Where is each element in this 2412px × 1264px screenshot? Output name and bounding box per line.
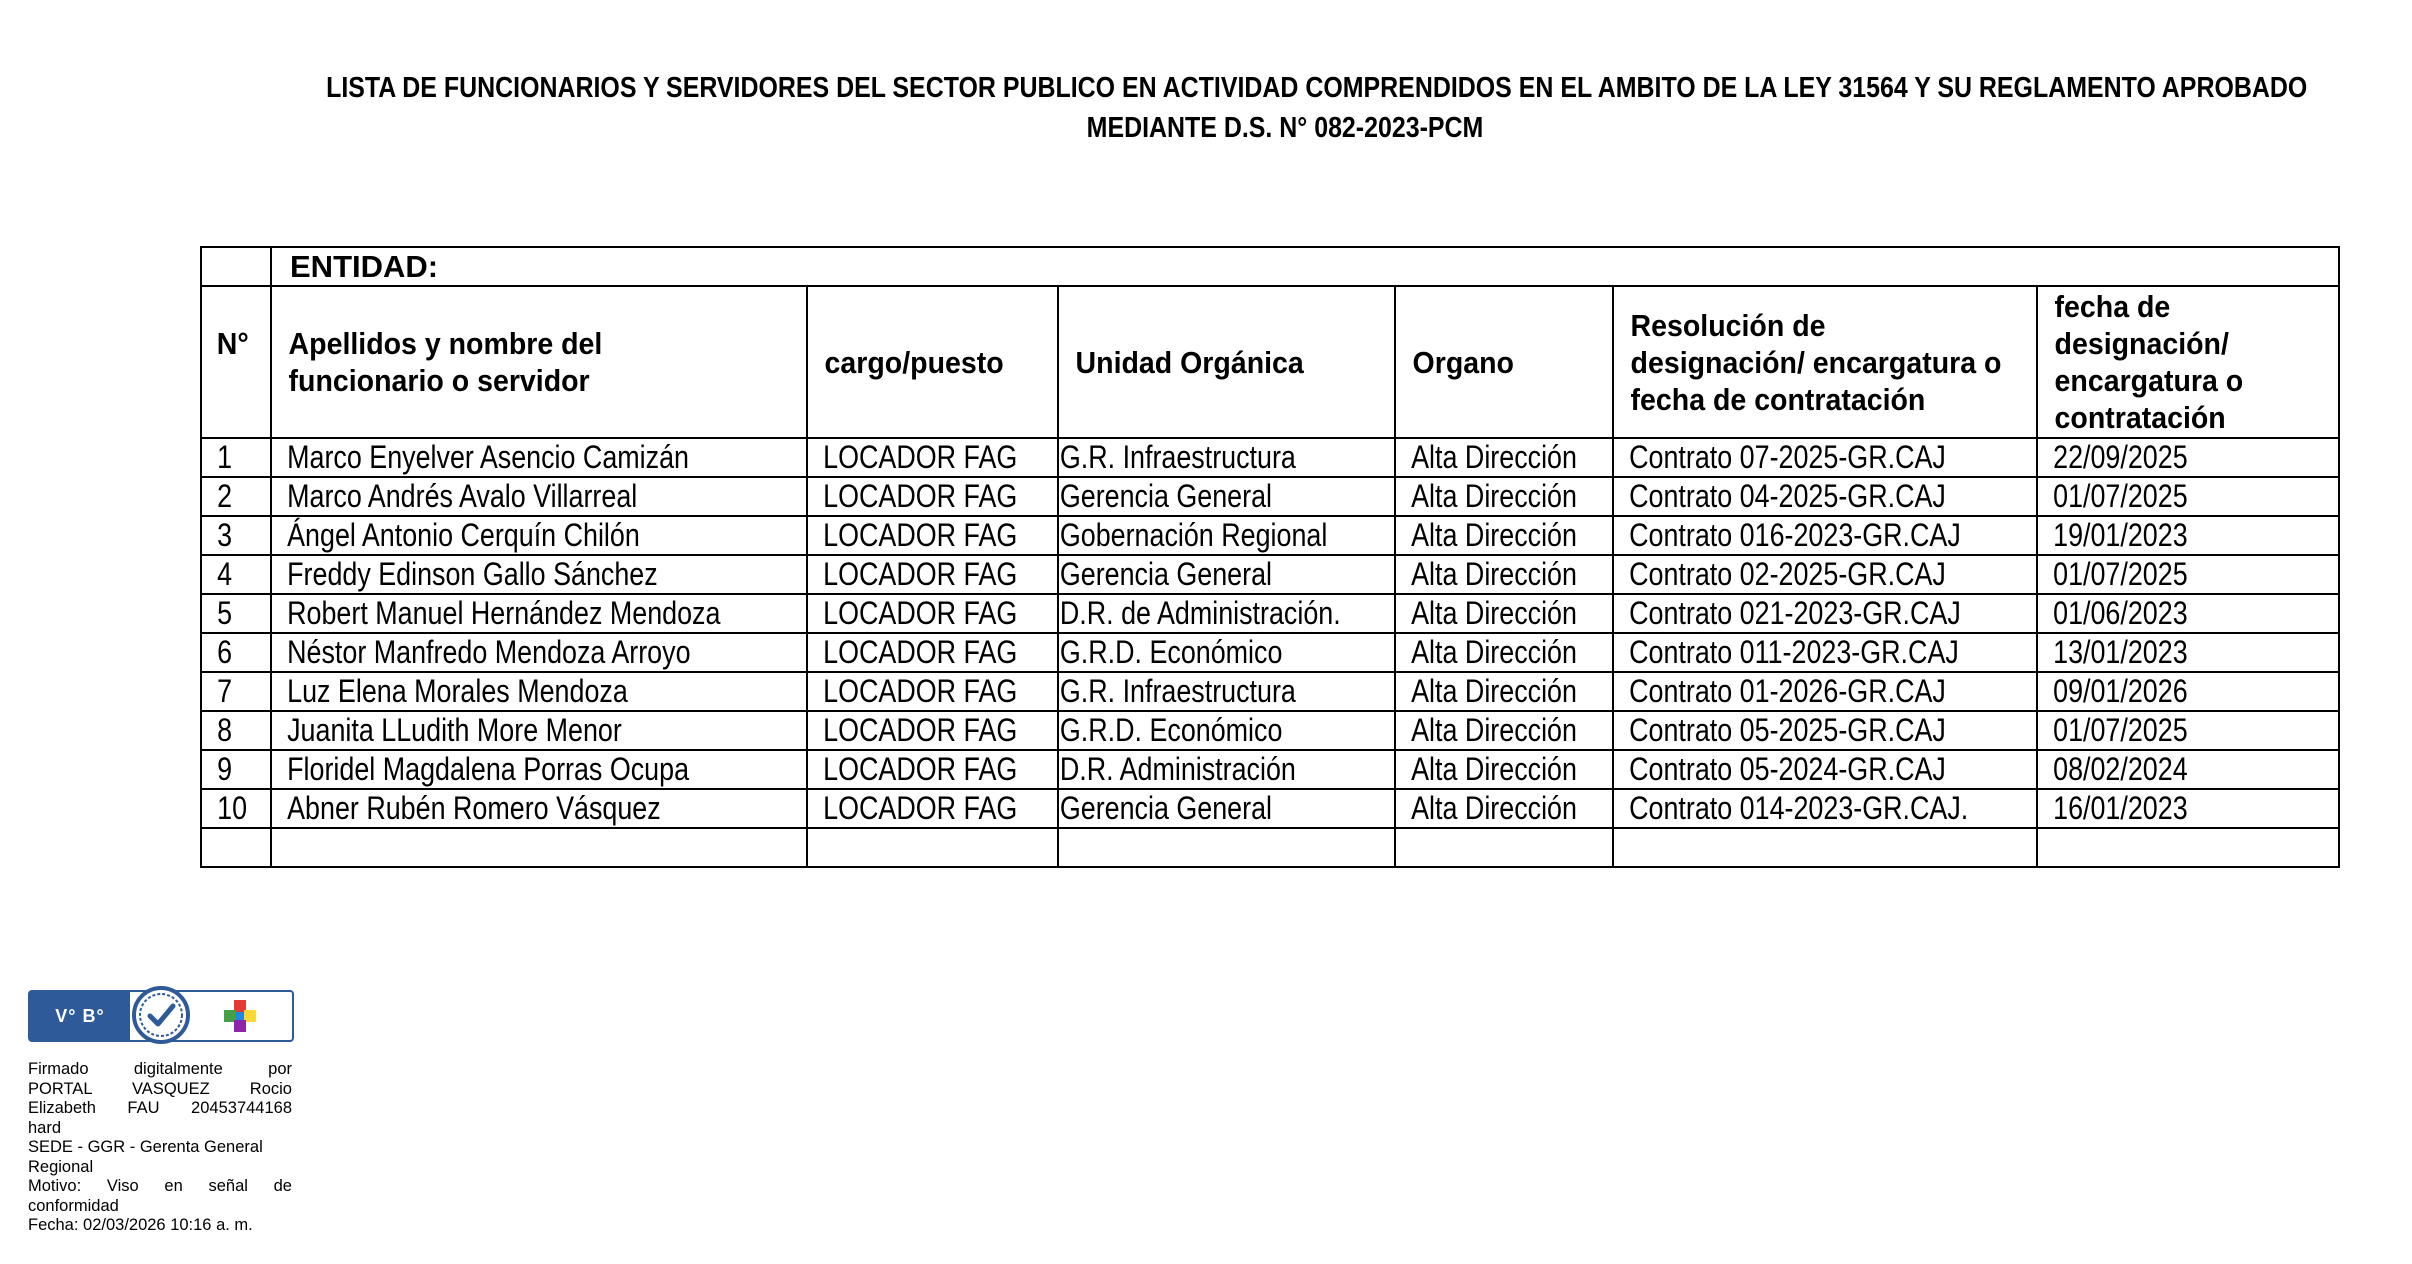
- cell-organo: [1395, 594, 1612, 633]
- table-row: [201, 711, 2339, 750]
- cell-organo: [1395, 516, 1612, 555]
- cell-num: [201, 477, 271, 516]
- cell-unidad: [1058, 477, 1395, 516]
- cell-fecha-text: 01/07/2025: [2052, 556, 2188, 592]
- cell-unidad-text: G.R. Infraestructura: [1059, 673, 1296, 709]
- cell-resolucion: [1613, 516, 2037, 555]
- vobo-badge: [28, 990, 294, 1042]
- cell-resolucion: [1613, 789, 2037, 828]
- cell-name-text: Néstor Manfredo Mendoza Arroyo: [287, 634, 691, 670]
- cell-cargo: [807, 672, 1058, 711]
- cell-cargo-text: LOCADOR FAG: [822, 439, 1018, 475]
- cell-organo-text: Alta Dirección: [1411, 634, 1578, 670]
- cell-organo-text: Alta Dirección: [1411, 673, 1578, 709]
- empty-cell: [201, 828, 271, 867]
- entidad-label: ENTIDAD:: [290, 249, 439, 284]
- header-unidad: [1058, 286, 1395, 438]
- cell-name: [271, 789, 807, 828]
- cell-unidad-text: Gerencia General: [1059, 556, 1273, 592]
- cell-num-text: 3: [217, 517, 233, 553]
- cell-cargo: [807, 711, 1058, 750]
- cell-unidad: [1058, 594, 1395, 633]
- cell-name-text: Ángel Antonio Cerquín Chilón: [287, 517, 640, 553]
- signature-line: Firmado digitalmente por: [28, 1060, 292, 1078]
- cell-unidad-text: Gerencia General: [1059, 478, 1273, 514]
- signature-line: Elizabeth FAU 20453744168: [28, 1099, 292, 1117]
- cell-name-text: Luz Elena Morales Mendoza: [287, 673, 628, 709]
- cell-fecha-text: 13/01/2023: [2052, 634, 2188, 670]
- cell-resolucion: [1613, 594, 2037, 633]
- cell-name: [271, 594, 807, 633]
- table-row: [201, 594, 2339, 633]
- cell-resolucion-text: Contrato 07-2025-GR.CAJ: [1628, 439, 1946, 475]
- cell-num: [201, 516, 271, 555]
- cell-organo-text: Alta Dirección: [1411, 595, 1578, 631]
- empty-cell: [271, 828, 807, 867]
- cell-unidad: [1058, 633, 1395, 672]
- cell-organo: [1395, 555, 1612, 594]
- signature-line: conformidad: [28, 1196, 119, 1215]
- cell-cargo: [807, 750, 1058, 789]
- cell-cargo: [807, 516, 1058, 555]
- cell-cargo: [807, 438, 1058, 477]
- cell-unidad-text: D.R. Administración: [1059, 751, 1296, 787]
- cell-num: [201, 789, 271, 828]
- title-line-2: MEDIANTE D.S. N° 082-2023-PCM: [1086, 112, 1484, 144]
- header-organo: [1395, 286, 1612, 438]
- cell-unidad: [1058, 438, 1395, 477]
- cell-organo: [1395, 750, 1612, 789]
- cell-unidad: [1058, 789, 1395, 828]
- header-resolucion: [1613, 286, 2037, 438]
- cell-cargo: [807, 633, 1058, 672]
- cell-unidad: [1058, 711, 1395, 750]
- digital-signature-stamp: [28, 990, 292, 1236]
- cell-name-text: Marco Andrés Avalo Villarreal: [287, 478, 638, 514]
- cell-name: [271, 438, 807, 477]
- cell-name-text: Abner Rubén Romero Vásquez: [287, 790, 661, 826]
- cell-num-text: 7: [217, 673, 233, 709]
- cell-num-text: 5: [217, 595, 233, 631]
- table-header-row: [201, 286, 2339, 438]
- cell-name: [271, 711, 807, 750]
- cell-num-text: 8: [217, 712, 233, 748]
- header-organo-label: Organo: [1412, 344, 1515, 380]
- cell-fecha-text: 09/01/2026: [2052, 673, 2188, 709]
- cell-fecha: [2037, 594, 2339, 633]
- empty-cell: [1395, 828, 1612, 867]
- cell-resolucion: [1613, 477, 2037, 516]
- cell-organo-text: Alta Dirección: [1411, 478, 1578, 514]
- cell-resolucion-text: Contrato 011-2023-GR.CAJ: [1628, 634, 1959, 670]
- cell-name: [271, 477, 807, 516]
- entidad-empty-cell: [201, 247, 271, 286]
- cell-resolucion: [1613, 672, 2037, 711]
- cell-unidad: [1058, 750, 1395, 789]
- signature-line: hard: [28, 1118, 62, 1137]
- table-row: [201, 555, 2339, 594]
- cell-organo-text: Alta Dirección: [1411, 556, 1578, 592]
- empty-cell: [2037, 828, 2339, 867]
- cell-name-text: Floridel Magdalena Porras Ocupa: [287, 751, 690, 787]
- signature-line: SEDE - GGR - Gerenta General: [28, 1138, 263, 1156]
- cell-name: [271, 750, 807, 789]
- cell-cargo-text: LOCADOR FAG: [822, 517, 1018, 553]
- cell-fecha-text: 16/01/2023: [2052, 790, 2188, 826]
- staff-table: [200, 246, 2340, 868]
- cell-unidad-text: Gerencia General: [1059, 790, 1273, 826]
- cell-cargo-text: LOCADOR FAG: [822, 595, 1018, 631]
- cell-resolucion: [1613, 750, 2037, 789]
- cell-resolucion-text: Contrato 014-2023-GR.CAJ.: [1628, 790, 1969, 826]
- cell-resolucion: [1613, 633, 2037, 672]
- cell-fecha: [2037, 711, 2339, 750]
- entidad-cell: [271, 247, 2339, 286]
- cell-name: [271, 516, 807, 555]
- cell-num: [201, 672, 271, 711]
- cell-name: [271, 672, 807, 711]
- table-row: [201, 516, 2339, 555]
- cell-cargo-text: LOCADOR FAG: [822, 556, 1018, 592]
- empty-cell: [807, 828, 1058, 867]
- header-name: [271, 286, 807, 438]
- cell-unidad-text: G.R. Infraestructura: [1059, 439, 1296, 475]
- entidad-row: [201, 247, 2339, 286]
- cell-name-text: Freddy Edinson Gallo Sánchez: [287, 556, 658, 592]
- cell-cargo-text: LOCADOR FAG: [822, 634, 1018, 670]
- cell-cargo: [807, 789, 1058, 828]
- cell-organo: [1395, 477, 1612, 516]
- cell-fecha: [2037, 789, 2339, 828]
- cell-resolucion-text: Contrato 05-2025-GR.CAJ: [1628, 712, 1946, 748]
- cell-organo: [1395, 711, 1612, 750]
- cell-unidad-text: G.R.D. Económico: [1059, 712, 1283, 748]
- cell-resolucion-text: Contrato 04-2025-GR.CAJ: [1628, 478, 1946, 514]
- empty-row: [201, 828, 2339, 867]
- cell-resolucion: [1613, 711, 2037, 750]
- cell-cargo: [807, 555, 1058, 594]
- signature-line: Fecha: 02/03/2026 10:16 a. m.: [28, 1216, 253, 1234]
- table-row: [201, 633, 2339, 672]
- cell-unidad-text: D.R. de Administración.: [1059, 595, 1341, 631]
- cell-num: [201, 711, 271, 750]
- cell-organo: [1395, 672, 1612, 711]
- cell-num-text: 6: [217, 634, 233, 670]
- signature-line: Regional: [28, 1157, 94, 1176]
- cell-cargo-text: LOCADOR FAG: [822, 790, 1018, 826]
- cell-name: [271, 633, 807, 672]
- cell-fecha-text: 01/07/2025: [2052, 712, 2188, 748]
- cell-organo-text: Alta Dirección: [1411, 439, 1578, 475]
- cell-fecha-text: 19/01/2023: [2052, 517, 2188, 553]
- cell-unidad: [1058, 672, 1395, 711]
- cell-unidad-text: Gobernación Regional: [1059, 517, 1328, 553]
- cell-num: [201, 750, 271, 789]
- cell-num: [201, 438, 271, 477]
- table-row: [201, 477, 2339, 516]
- cell-cargo: [807, 594, 1058, 633]
- cell-organo: [1395, 789, 1612, 828]
- table-row: [201, 789, 2339, 828]
- cell-num: [201, 594, 271, 633]
- cell-resolucion-text: Contrato 01-2026-GR.CAJ: [1628, 673, 1946, 709]
- cell-fecha: [2037, 516, 2339, 555]
- cell-unidad: [1058, 555, 1395, 594]
- header-cargo: [807, 286, 1058, 438]
- cell-resolucion-text: Contrato 02-2025-GR.CAJ: [1628, 556, 1946, 592]
- cell-num-text: 9: [217, 751, 233, 787]
- cell-resolucion-text: Contrato 016-2023-GR.CAJ: [1628, 517, 1961, 553]
- cell-cargo: [807, 477, 1058, 516]
- table-row: [201, 750, 2339, 789]
- header-fecha-label: fecha de designación/ encargatura o contratación: [2054, 289, 2243, 435]
- document-title: [326, 68, 2308, 148]
- title-line-1: LISTA DE FUNCIONARIOS Y SERVIDORES DEL SECTOR PUBLICO EN ACTIVIDAD COMPRENDIDOS EN EL AMBITO DE LA LEY 31564 Y SU REGLAMENTO APROBADO: [326, 72, 2308, 104]
- cell-cargo-text: LOCADOR FAG: [822, 673, 1018, 709]
- cell-name-text: Robert Manuel Hernández Mendoza: [287, 595, 721, 631]
- table-row: [201, 672, 2339, 711]
- cell-unidad: [1058, 516, 1395, 555]
- header-cargo-label: cargo/puesto: [824, 344, 1004, 380]
- cell-num-text: 4: [217, 556, 233, 592]
- cell-fecha: [2037, 633, 2339, 672]
- cell-organo: [1395, 633, 1612, 672]
- empty-cell: [1613, 828, 2037, 867]
- cell-organo-text: Alta Dirección: [1411, 790, 1578, 826]
- table-row: [201, 438, 2339, 477]
- header-num: [201, 286, 271, 438]
- header-num-label: N°: [216, 325, 249, 361]
- cell-resolucion: [1613, 438, 2037, 477]
- header-resolucion-label: Resolución de designación/ encargatura o fecha de contratación: [1630, 307, 2002, 417]
- cell-name-text: Marco Enyelver Asencio Camizán: [287, 439, 689, 475]
- cell-fecha: [2037, 750, 2339, 789]
- regional-logo-icon: [220, 996, 260, 1036]
- cell-fecha: [2037, 672, 2339, 711]
- empty-cell: [1058, 828, 1395, 867]
- cell-fecha: [2037, 555, 2339, 594]
- vobo-label: V° B°: [30, 992, 130, 1040]
- cell-fecha-text: 08/02/2024: [2052, 751, 2188, 787]
- cell-unidad-text: G.R.D. Económico: [1059, 634, 1283, 670]
- signature-line: PORTAL VASQUEZ Rocio: [28, 1079, 292, 1098]
- cell-name: [271, 555, 807, 594]
- cell-num-text: 1: [217, 439, 233, 475]
- cell-organo-text: Alta Dirección: [1411, 712, 1578, 748]
- cell-cargo-text: LOCADOR FAG: [822, 751, 1018, 787]
- cell-num: [201, 633, 271, 672]
- header-fecha: [2037, 286, 2339, 438]
- cell-fecha-text: 22/09/2025: [2052, 439, 2188, 475]
- cell-num: [201, 555, 271, 594]
- signature-text: [28, 1060, 292, 1236]
- cell-fecha-text: 01/07/2025: [2052, 478, 2188, 514]
- cell-resolucion-text: Contrato 05-2024-GR.CAJ: [1628, 751, 1946, 787]
- table-body: [201, 438, 2339, 867]
- header-name-label: Apellidos y nombre del funcionario o servidor: [288, 326, 603, 398]
- cell-num-text: 10: [217, 790, 248, 826]
- cell-organo-text: Alta Dirección: [1411, 751, 1578, 787]
- cell-resolucion-text: Contrato 021-2023-GR.CAJ: [1628, 595, 1961, 631]
- signature-line: Motivo: Viso en señal de: [28, 1177, 292, 1195]
- check-seal-icon: [128, 985, 194, 1045]
- cell-cargo-text: LOCADOR FAG: [822, 712, 1018, 748]
- cell-resolucion: [1613, 555, 2037, 594]
- cell-cargo-text: LOCADOR FAG: [822, 478, 1018, 514]
- header-unidad-label: Unidad Orgánica: [1075, 344, 1304, 380]
- cell-num-text: 2: [217, 478, 233, 514]
- cell-fecha-text: 01/06/2023: [2052, 595, 2188, 631]
- cell-name-text: Juanita LLudith More Menor: [287, 712, 622, 748]
- cell-organo: [1395, 438, 1612, 477]
- cell-fecha: [2037, 477, 2339, 516]
- cell-fecha: [2037, 438, 2339, 477]
- cell-organo-text: Alta Dirección: [1411, 517, 1578, 553]
